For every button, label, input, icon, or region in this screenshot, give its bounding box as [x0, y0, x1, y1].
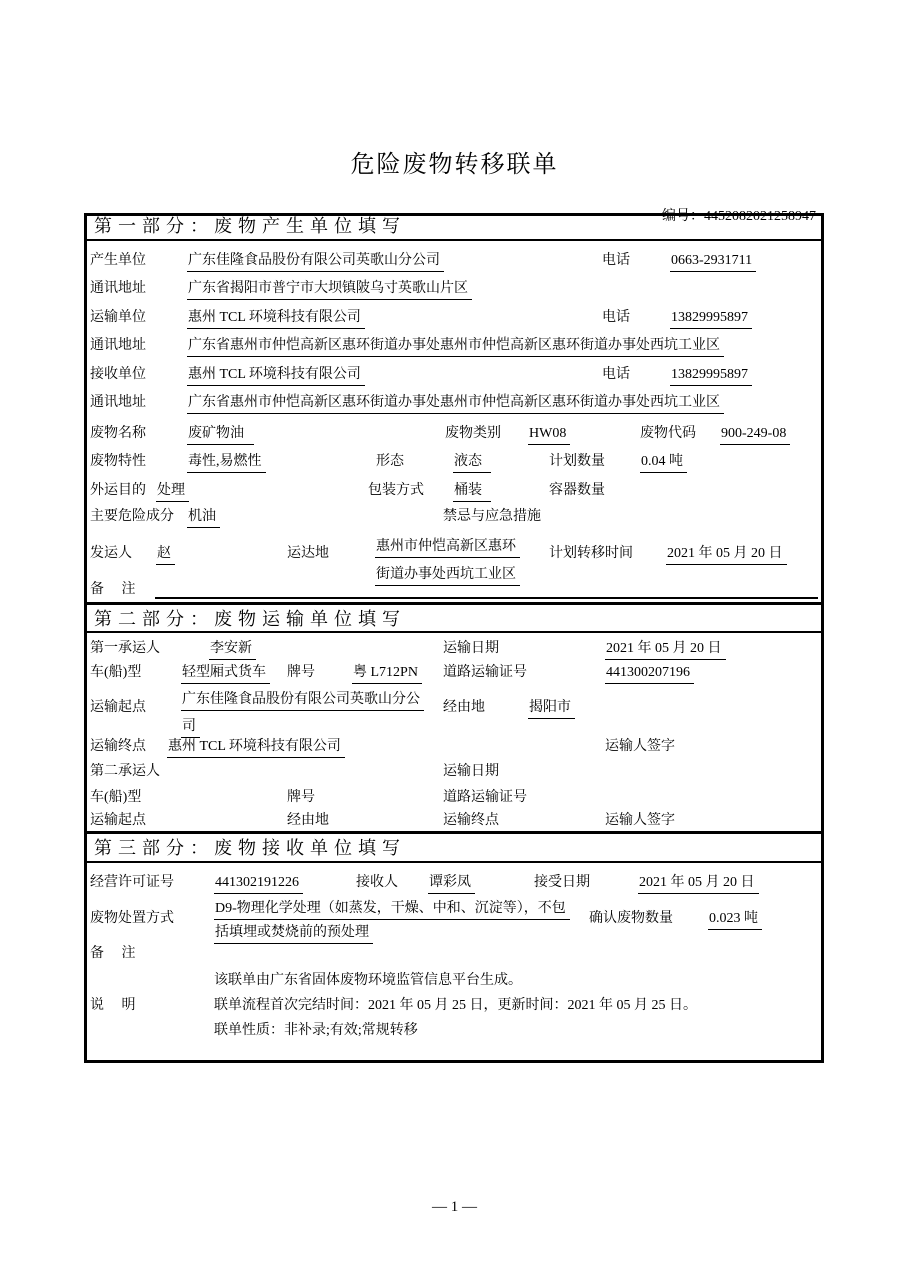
accept-date-value: 2021 年 05 月 20 日 — [638, 875, 759, 894]
sender-value: 赵 — [156, 546, 175, 565]
plan-qty-value: 0.04 吨 — [640, 454, 687, 473]
origin1-value-line1: 广东佳隆食品股份有限公司英歌山分公 — [181, 692, 424, 711]
receiver-addr-label: 通讯地址 — [90, 395, 146, 410]
plate1-value: 粤 L712PN — [352, 665, 422, 684]
producer-addr-label: 通讯地址 — [90, 281, 146, 296]
waste-prop-label: 废物特性 — [90, 454, 146, 469]
note-line3: 联单性质：非补录;有效;常规转移 — [214, 1023, 418, 1038]
origin1-value-line2: 司 — [181, 719, 200, 738]
confirm-qty-value: 0.023 吨 — [708, 911, 762, 930]
plate2-label: 牌号 — [287, 790, 315, 805]
destination-value-line1: 惠州市仲恺高新区惠环 — [375, 539, 520, 558]
road-permit1-value: 441300207196 — [605, 665, 694, 684]
waste-class-value: HW08 — [528, 426, 570, 445]
confirm-qty-label: 确认废物数量 — [589, 911, 673, 926]
vehicle1-label: 车(船)型 — [90, 665, 142, 680]
receiver-value: 惠州 TCL 环境科技有限公司 — [187, 367, 365, 386]
page-number: — 1 — — [432, 1199, 477, 1215]
producer-label: 产生单位 — [90, 253, 146, 268]
terminus2-label: 运输终点 — [443, 813, 499, 828]
waste-code-value: 900-249-08 — [720, 426, 790, 445]
note-label: 说 明 — [90, 998, 136, 1013]
carrier2-sign-label: 运输人签字 — [605, 813, 675, 828]
producer-addr-value: 广东省揭阳市普宁市大坝镇陂乌寸英歌山片区 — [187, 281, 472, 300]
via2-label: 经由地 — [287, 813, 329, 828]
note-line1: 该联单由广东省固体废物环境监管信息平台生成。 — [214, 973, 522, 988]
section3-header: 第三部分：废物接收单位填写 — [94, 838, 406, 858]
waste-class-label: 废物类别 — [445, 426, 501, 441]
section3-remark-label: 备 注 — [90, 946, 136, 961]
producer-phone-value: 0663-2931711 — [670, 253, 756, 272]
plan-time-value: 2021 年 05 月 20 日 — [666, 546, 787, 565]
recipient-label: 接收人 — [356, 875, 398, 890]
waste-name-value: 废矿物油 — [187, 426, 254, 445]
packing-label: 包装方式 — [368, 483, 424, 498]
note-line2: 联单流程首次完结时间：2021 年 05 月 25 日，更新时间：2021 年 05 月 25 日。 — [214, 998, 697, 1013]
hazard-label: 主要危险成分 — [90, 509, 174, 524]
carrier1-sign-label: 运输人签字 — [605, 739, 675, 754]
transporter-phone-value: 13829995897 — [670, 310, 752, 329]
license-value: 441302191226 — [214, 875, 303, 894]
sender-label: 发运人 — [90, 546, 132, 561]
doc-number-value: 4452082021258947 — [704, 209, 816, 224]
road-permit2-label: 道路运输证号 — [443, 790, 527, 805]
via1-value: 揭阳市 — [528, 700, 575, 719]
section1-remark-label: 备 注 — [90, 582, 136, 597]
carrier1-label: 第一承运人 — [90, 641, 160, 656]
receiver-phone-value: 13829995897 — [670, 367, 752, 386]
transporter-value: 惠州 TCL 环境科技有限公司 — [187, 310, 365, 329]
license-label: 经营许可证号 — [90, 875, 174, 890]
carrier1-value: 李安新 — [209, 641, 256, 660]
plan-qty-label: 计划数量 — [549, 454, 605, 469]
via1-label: 经由地 — [443, 700, 485, 715]
recipient-value: 谭彩凤 — [428, 875, 475, 894]
page-title: 危险废物转移联单 — [350, 152, 559, 178]
producer-value: 广东佳隆食品股份有限公司英歌山分公司 — [187, 253, 444, 272]
transport-date1-label: 运输日期 — [443, 641, 499, 656]
destination-value-line2: 街道办事处西坑工业区 — [375, 567, 520, 586]
terminus1-label: 运输终点 — [90, 739, 146, 754]
transporter-addr-value: 广东省惠州市仲恺高新区惠环街道办事处惠州市仲恺高新区惠环街道办事处西坑工业区 — [187, 338, 724, 357]
carrier2-label: 第二承运人 — [90, 764, 160, 779]
transport-date1-value: 2021 年 05 月 20 日 — [605, 641, 726, 660]
origin2-label: 运输起点 — [90, 813, 146, 828]
divider-below-section2-header — [87, 631, 821, 633]
divider-above-section3-header — [87, 831, 821, 834]
receiver-addr-value: 广东省惠州市仲恺高新区惠环街道办事处惠州市仲恺高新区惠环街道办事处西坑工业区 — [187, 395, 724, 414]
receiver-label: 接收单位 — [90, 367, 146, 382]
waste-code-label: 废物代码 — [640, 426, 696, 441]
divider-below-section3-header — [87, 861, 821, 863]
hazard-value: 机油 — [187, 509, 220, 528]
transport-date2-label: 运输日期 — [443, 764, 499, 779]
transporter-phone-label: 电话 — [602, 310, 630, 325]
vehicle2-label: 车(船)型 — [90, 790, 142, 805]
disposal-value-line1: D9-物理化学处理（如蒸发，干燥、中和、沉淀等），不包 — [214, 901, 570, 920]
plan-time-label: 计划转移时间 — [549, 546, 633, 561]
disposal-label: 废物处置方式 — [90, 911, 174, 926]
terminus1-value: 惠州 TCL 环境科技有限公司 — [167, 739, 345, 758]
road-permit1-label: 道路运输证号 — [443, 665, 527, 680]
form-label: 形态 — [376, 454, 404, 469]
origin1-label: 运输起点 — [90, 700, 146, 715]
purpose-label: 外运目的 — [90, 483, 146, 498]
section1-header: 第一部分：废物产生单位填写 — [94, 216, 406, 236]
destination-label: 运达地 — [287, 546, 329, 561]
transporter-addr-label: 通讯地址 — [90, 338, 146, 353]
packing-value: 桶装 — [453, 483, 491, 502]
transporter-label: 运输单位 — [90, 310, 146, 325]
emergency-label: 禁忌与应急措施 — [443, 509, 541, 524]
section2-header: 第二部分：废物运输单位填写 — [94, 609, 406, 629]
divider-above-section2-header — [87, 602, 821, 605]
container-qty-label: 容器数量 — [549, 483, 605, 498]
receiver-phone-label: 电话 — [602, 367, 630, 382]
purpose-value: 处理 — [156, 483, 189, 502]
disposal-value-line2: 括填埋或焚烧前的预处理 — [214, 925, 373, 944]
producer-phone-label: 电话 — [602, 253, 630, 268]
doc-number-label: 编号： — [662, 209, 704, 224]
plate1-label: 牌号 — [287, 665, 315, 680]
vehicle1-value: 轻型厢式货车 — [181, 665, 270, 684]
section1-remark-blank-underline — [155, 597, 818, 599]
accept-date-label: 接受日期 — [534, 875, 590, 890]
waste-name-label: 废物名称 — [90, 426, 146, 441]
waste-prop-value: 毒性,易燃性 — [187, 454, 266, 473]
form-value: 液态 — [453, 454, 491, 473]
divider-below-section1-header — [87, 239, 821, 241]
